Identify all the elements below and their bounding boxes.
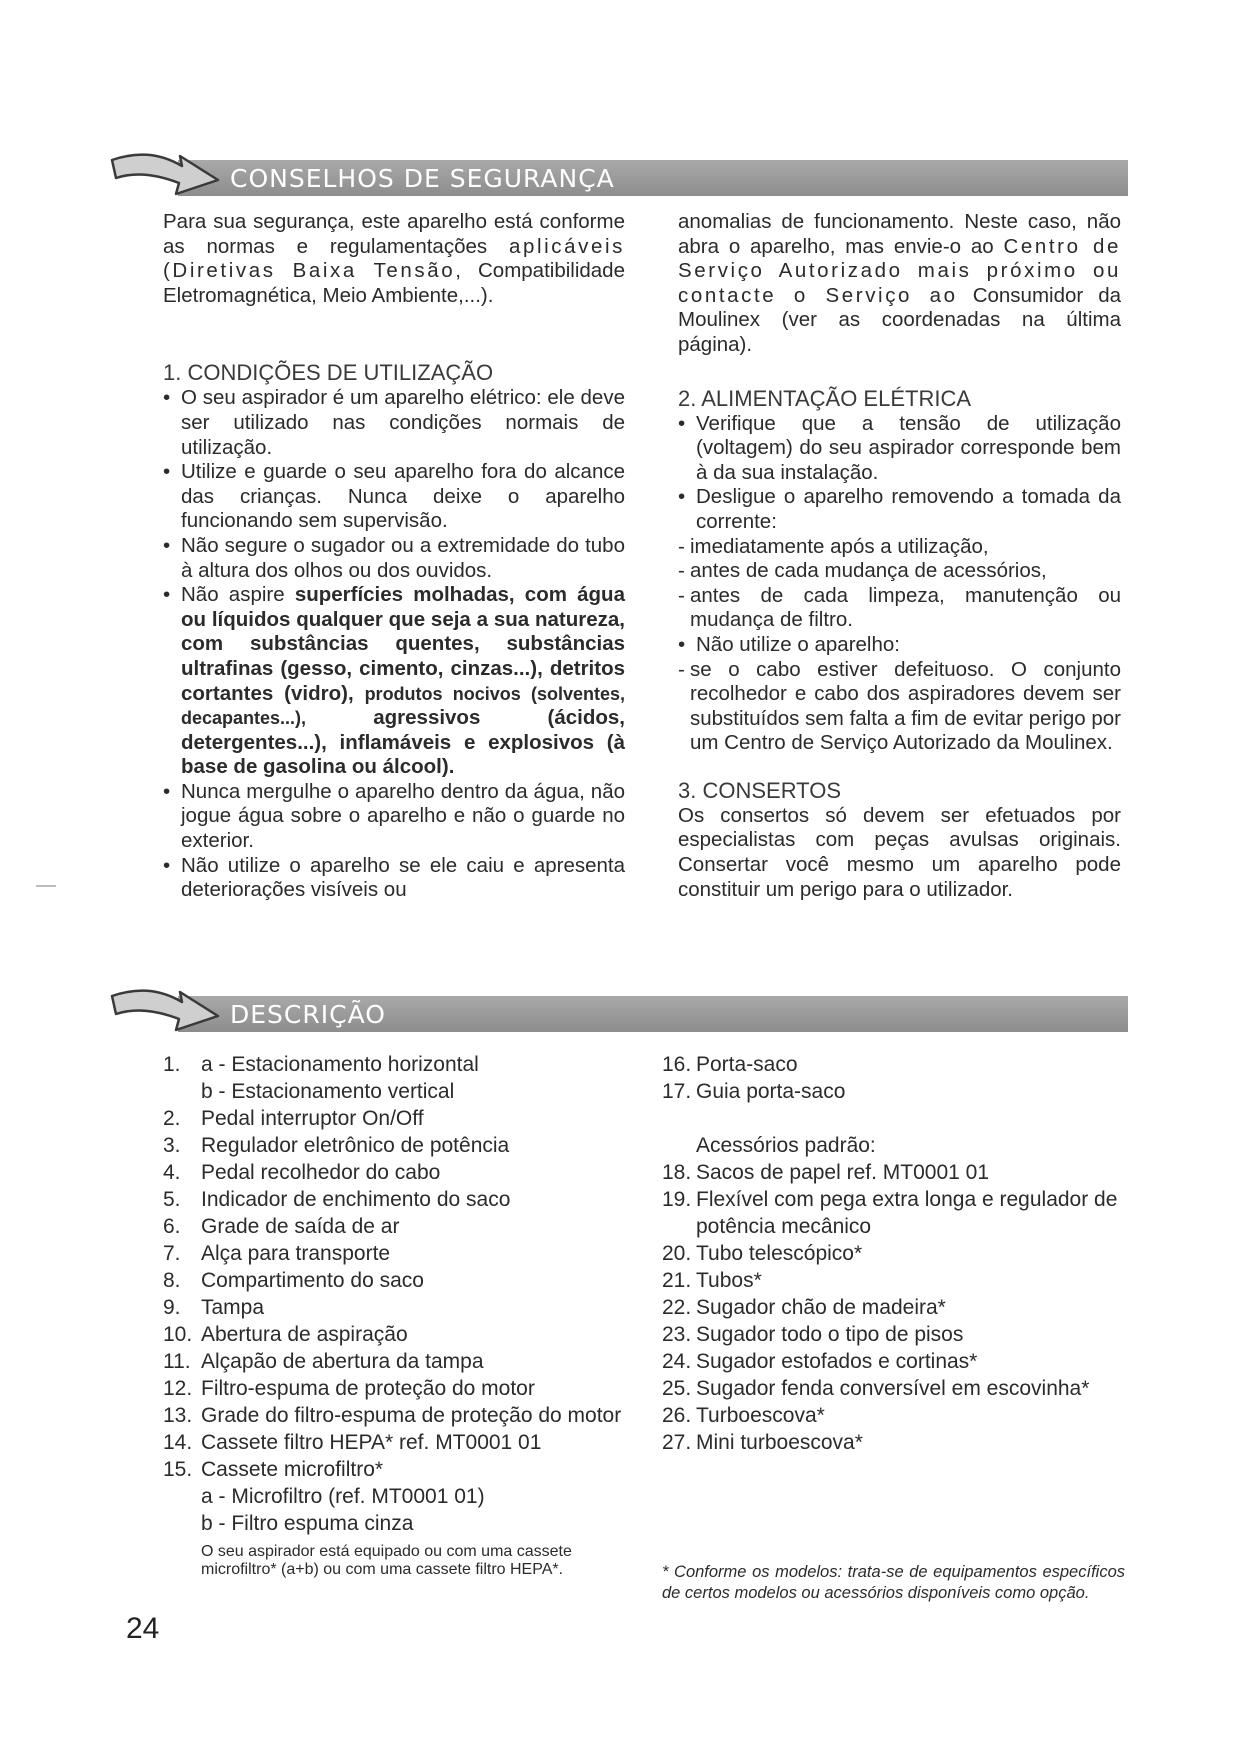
list-item xyxy=(662,1321,1132,1348)
safety-left-column xyxy=(163,210,625,903)
item-number: 13. xyxy=(163,1404,193,1427)
item-number: 18. xyxy=(662,1161,692,1184)
item-number: 26. xyxy=(662,1404,692,1427)
list-item xyxy=(163,1051,633,1078)
item-text: Abertura de aspiração xyxy=(201,1323,408,1346)
list-item: - imediatamente após a utilização, xyxy=(678,535,1121,560)
item-text: b - Estacionamento vertical xyxy=(201,1080,455,1103)
curved-arrow-icon xyxy=(108,986,228,1040)
item-text: Flexível com pega extra longa e regulador de potência mecânico xyxy=(696,1188,1118,1238)
list-item-small-bold: produtos nocivos (solventes, decapantes...), xyxy=(181,683,626,729)
item-number: 25. xyxy=(662,1377,692,1400)
item-number: 11. xyxy=(163,1350,191,1373)
item-number: 19. xyxy=(662,1188,692,1211)
item-text: Regulador eletrônico de potência xyxy=(201,1134,510,1157)
item-text: Grade do filtro-espuma de proteção do motor xyxy=(201,1404,622,1427)
list-item xyxy=(163,1429,633,1456)
unplug-cases-list xyxy=(678,535,1121,633)
item-text: Sacos de papel ref. MT0001 01 xyxy=(696,1161,990,1184)
item-number: 2. xyxy=(163,1107,181,1130)
list-item: - antes de cada limpeza, manutenção ou mudança de filtro. xyxy=(678,584,1121,633)
list-item xyxy=(163,1105,633,1132)
item-text: Cassete filtro HEPA* ref. MT0001 01 xyxy=(201,1431,542,1454)
item-text: b - Filtro espuma cinza xyxy=(201,1512,414,1535)
list-item xyxy=(163,1348,633,1375)
subsection-title-2: 2. ALIMENTAÇÃO ELÉTRICA xyxy=(678,385,972,411)
item-text: Tampa xyxy=(201,1296,265,1319)
curved-arrow-icon xyxy=(108,150,228,204)
item-text: Alçapão de abertura da tampa xyxy=(201,1350,484,1373)
usage-conditions-list xyxy=(163,386,625,902)
power-list xyxy=(678,412,1121,535)
list-item xyxy=(163,1267,633,1294)
item-text: Sugador chão de madeira* xyxy=(696,1296,946,1319)
item-number: 27. xyxy=(662,1431,692,1454)
item-number: 6. xyxy=(163,1215,181,1238)
continued-text-rest: Consumidor da Moulinex (ver as coordenadas na última página). xyxy=(678,283,1122,356)
list-item xyxy=(163,1375,633,1402)
list-item xyxy=(662,1051,1132,1078)
spacer xyxy=(163,1543,201,1579)
item-number: 17. xyxy=(662,1080,692,1103)
list-item-lead: Não aspire xyxy=(181,583,285,607)
safety-continued xyxy=(678,210,1121,358)
item-text: Mini turboescova* xyxy=(696,1431,863,1454)
item-text: Grade de saída de ar xyxy=(201,1215,400,1238)
item-text: Pedal interruptor On/Off xyxy=(201,1107,424,1130)
item-number: 16. xyxy=(662,1053,692,1076)
list-item xyxy=(662,1078,1132,1105)
item-number: 3. xyxy=(163,1134,181,1157)
item-number xyxy=(163,1078,201,1105)
safety-right-column xyxy=(678,210,1121,902)
list-item xyxy=(163,1456,633,1483)
description-right-items xyxy=(662,1159,1132,1456)
spacer xyxy=(662,1132,696,1159)
item-text: Indicador de enchimento do saco xyxy=(201,1188,511,1211)
power-list-2 xyxy=(678,633,1121,658)
item-number: 8. xyxy=(163,1269,181,1292)
item-number: 23. xyxy=(662,1323,692,1346)
subsection-title-1: 1. CONDIÇÕES DE UTILIZAÇÃO xyxy=(163,360,494,386)
list-item xyxy=(662,1429,1132,1456)
item-text: Filtro-espuma de proteção do motor xyxy=(201,1377,535,1400)
list-item: • Verifique que a tensão de utilização (voltagem) do seu aspirador corresponde bem à da sua instalação. xyxy=(678,412,1121,486)
description-left-list xyxy=(163,1051,633,1579)
list-item xyxy=(163,1078,633,1105)
item-text: Sugador todo o tipo de pisos xyxy=(696,1323,964,1346)
list-item: • Nunca mergulhe o aparelho dentro da água, não jogue água sobre o aparelho e não o guarde no exterior. xyxy=(163,780,625,854)
list-item xyxy=(163,1510,633,1537)
list-item: • Desligue o aparelho removendo a tomada da corrente: xyxy=(678,485,1121,534)
description-right-top xyxy=(662,1051,1132,1105)
list-item-bold: superfícies molhadas, com água ou líquidos qualquer que seja a sua natureza, com substâncias quentes, substâncias ultrafinas (gesso, cimento, cinzas...), detritos cortantes (vidro), xyxy=(181,583,625,705)
list-item xyxy=(662,1402,1132,1429)
list-item xyxy=(163,1132,633,1159)
repairs-text: Os consertos só devem ser efetuados por especialistas com peças avulsas originais. Consertar você mesmo um aparelho pode constituir um perigo para o utilizador. xyxy=(678,803,1121,901)
continued-text-spaced: Centro de Serviço Autorizado mais próximo ou contacte o Serviço ao xyxy=(678,234,1121,307)
item-number: 22. xyxy=(662,1296,692,1319)
description-right-list xyxy=(662,1051,1132,1456)
accessories-heading xyxy=(662,1132,1132,1159)
intro-text: Para sua segurança, este aparelho está conforme as normas e regulamentações xyxy=(163,210,625,258)
subsection-title-3: 3. CONSERTOS xyxy=(678,777,842,803)
item-text: Turboescova* xyxy=(696,1404,825,1427)
list-item: • Não segure o sugador ou a extremidade do tubo à altura dos olhos ou dos ouvidos. xyxy=(163,534,625,583)
item-number: 5. xyxy=(163,1188,181,1211)
equipment-note xyxy=(163,1543,633,1579)
section-title: CONSELHOS DE SEGURANÇA xyxy=(230,164,615,193)
safety-intro xyxy=(163,210,625,308)
list-item xyxy=(163,583,625,780)
list-item xyxy=(163,1321,633,1348)
footnote: * Conforme os modelos: trata-se de equipamentos específicos de certos modelos ou acessórios disponíveis como opção. xyxy=(662,1563,1125,1602)
item-text: Cassete microfiltro* xyxy=(201,1458,384,1481)
list-item xyxy=(163,1483,633,1510)
item-text: Tubo telescópico* xyxy=(696,1242,863,1265)
list-item xyxy=(662,1375,1132,1402)
list-item xyxy=(662,1294,1132,1321)
item-text: Guia porta-saco xyxy=(696,1080,846,1103)
item-text: Sugador fenda conversível em escovinha* xyxy=(696,1377,1090,1400)
list-item xyxy=(163,1186,633,1213)
list-item xyxy=(163,1294,633,1321)
item-number: 12. xyxy=(163,1377,193,1400)
item-number: 24. xyxy=(662,1350,692,1373)
do-not-use-list xyxy=(678,658,1121,756)
item-number xyxy=(163,1510,201,1537)
item-text: Tubos* xyxy=(696,1269,762,1292)
section-header-description xyxy=(108,986,1128,1032)
list-item xyxy=(163,1159,633,1186)
item-number: 1. xyxy=(163,1053,181,1076)
item-number xyxy=(163,1483,201,1510)
note-text: O seu aspirador está equipado ou com uma cassete microfiltro* (a+b) ou com uma cassete filtro HEPA*. xyxy=(201,1543,572,1578)
item-number: 7. xyxy=(163,1242,181,1265)
item-text: Pedal recolhedor do cabo xyxy=(201,1161,441,1184)
list-item xyxy=(662,1240,1132,1267)
item-number: 20. xyxy=(662,1242,692,1265)
list-item xyxy=(163,1240,633,1267)
list-item: • Não utilize o aparelho se ele caiu e apresenta deteriorações visíveis ou xyxy=(163,854,625,903)
intro-text-spaced: aplicáveis (Diretivas Baixa Tensão, xyxy=(163,234,625,283)
item-text: Porta-saco xyxy=(696,1053,798,1076)
item-text: Compartimento do saco xyxy=(201,1269,424,1292)
item-number: 14. xyxy=(163,1431,193,1454)
list-item xyxy=(662,1159,1132,1186)
list-item xyxy=(662,1267,1132,1294)
item-text: a - Microfiltro (ref. MT0001 01) xyxy=(201,1485,485,1508)
accessories-label: Acessórios padrão: xyxy=(696,1134,876,1157)
margin-mark xyxy=(36,885,56,887)
item-number: 10. xyxy=(163,1323,193,1346)
list-item xyxy=(163,1402,633,1429)
list-item: • Utilize e guarde o seu aparelho fora do alcance das crianças. Nunca deixe o aparelho funcionando sem supervisão. xyxy=(163,460,625,534)
item-text: Alça para transporte xyxy=(201,1242,391,1265)
list-item: • Não utilize o aparelho: xyxy=(678,633,1121,658)
list-item: - se o cabo estiver defeituoso. O conjunto recolhedor e cabo dos aspiradores devem ser substituídos sem falta a fim de evitar perigo por um Centro de Serviço Autorizado da Moulinex. xyxy=(678,658,1121,756)
intro-text-rest: Compatibilidade Eletromagnética, Meio Ambiente,...). xyxy=(163,259,625,307)
list-item: - antes de cada mudança de acessórios, xyxy=(678,559,1121,584)
item-number: 9. xyxy=(163,1296,181,1319)
item-number: 4. xyxy=(163,1161,181,1184)
item-text: Sugador estofados e cortinas* xyxy=(696,1350,978,1373)
page-number: 24 xyxy=(126,1612,160,1645)
list-item-bold: agressivos (ácidos, detergentes...), inflamáveis e explosivos (à base de gasolina ou álcool). xyxy=(181,706,625,779)
section-title: DESCRIÇÃO xyxy=(230,1000,386,1029)
list-item xyxy=(662,1348,1132,1375)
item-text: a - Estacionamento horizontal xyxy=(201,1053,479,1076)
item-number: 15. xyxy=(163,1458,193,1481)
item-number: 21. xyxy=(662,1269,692,1292)
list-item xyxy=(163,1213,633,1240)
list-item xyxy=(662,1186,1132,1240)
list-item: • O seu aspirador é um aparelho elétrico: ele deve ser utilizado nas condições normais de utilização. xyxy=(163,386,625,460)
continued-text: anomalias de funcionamento. Neste caso, não abra o aparelho, mas envie-o ao xyxy=(678,210,1121,258)
section-header-safety xyxy=(108,150,1128,196)
